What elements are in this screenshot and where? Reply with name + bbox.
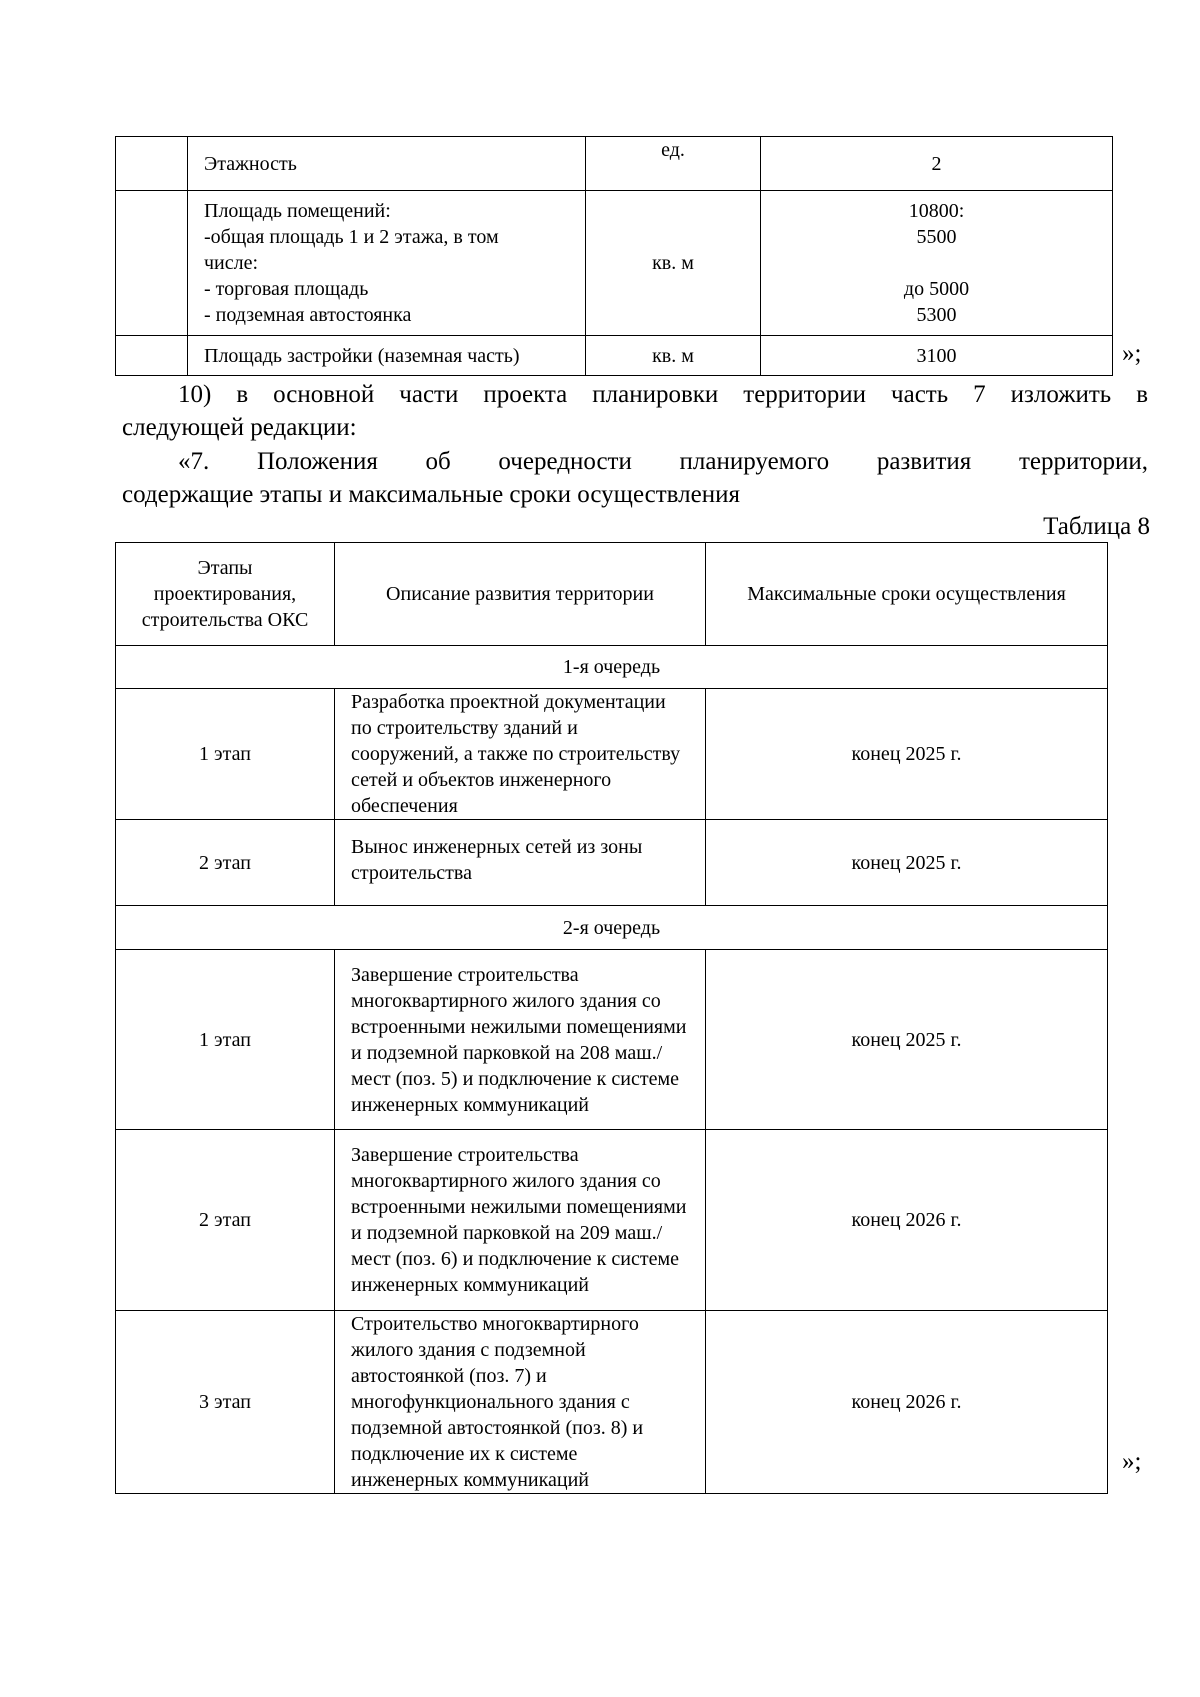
table-row (116, 1311, 1108, 1494)
cell-unit: кв. м (586, 336, 761, 376)
cell-description: Завершение строительства многоквартирного жилого здания со встроенными нежилыми помещениями и подземной парковкой на 209 маш./мест (поз. 6) и подключение к системе инженерных коммуникаций (335, 1130, 706, 1311)
paragraph-10-line1: 10) в основной части проекта планировки территории часть 7 изложить в (178, 381, 1148, 408)
closing-quote: »; (1122, 340, 1142, 367)
text-line: 10800: (908, 200, 965, 222)
cell-description: Разработка проектной документации по строительству зданий и сооружений, а также по строительству сетей и объектов инженерного обеспечения (335, 689, 706, 820)
group-title: 2-я очередь (116, 906, 1108, 950)
cell-value (761, 191, 1113, 336)
cell-name (188, 191, 586, 336)
cell-name: Этажность (188, 137, 586, 191)
text-line: числе: (204, 252, 259, 274)
text-line: до 5000 (903, 278, 970, 300)
table-row (116, 820, 1108, 906)
cell-term: конец 2026 г. (706, 1130, 1108, 1311)
cell-name: Площадь застройки (наземная часть) (188, 336, 586, 376)
cell-value: 3100 (761, 336, 1113, 376)
text-line: 5300 (916, 304, 957, 326)
cell-stage: 2 этап (116, 820, 335, 906)
closing-quote: »; (1122, 1448, 1142, 1475)
table-7-tail (115, 136, 1113, 376)
table-row (116, 336, 1113, 376)
table-row (116, 689, 1108, 820)
table-row (116, 950, 1108, 1130)
cell-description: Завершение строительства многоквартирного жилого здания со встроенными нежилыми помещениями и подземной парковкой на 208 маш./мест (поз. 5) и подключение к системе инженерных коммуникаций (335, 950, 706, 1130)
cell-term: конец 2025 г. (706, 689, 1108, 820)
text-line: 5500 (916, 226, 957, 248)
section-7-line1: «7. Положения об очередности планируемого развития территории, (178, 448, 1148, 475)
table-8 (115, 542, 1108, 1494)
cell-unit: ед. (586, 137, 761, 191)
text-line: - подземная автостоянка (204, 304, 412, 326)
header-stages: Этапы проектирования, строительства ОКС (116, 543, 335, 646)
paragraph-10-line2: следующей редакции: (122, 414, 357, 441)
group-title: 1-я очередь (116, 646, 1108, 689)
cell-stage: 2 этап (116, 1130, 335, 1311)
cell-description: Строительство многоквартирного жилого здания с подземной автостоянкой (поз. 7) и многофункционального здания с подземной автостоянкой (поз. 8) и подключение их к системе инженерных коммуникаций (335, 1311, 706, 1494)
cell-term: конец 2026 г. (706, 1311, 1108, 1494)
cell-term: конец 2025 г. (706, 820, 1108, 906)
cell-term: конец 2025 г. (706, 950, 1108, 1130)
section-7-line2: содержащие этапы и максимальные сроки осуществления (122, 481, 740, 508)
cell-stage: 1 этап (116, 689, 335, 820)
text-line: -общая площадь 1 и 2 этажа, в том (204, 226, 499, 248)
text-line: - торговая площадь (204, 278, 369, 300)
group-row (116, 906, 1108, 950)
cell-description: Вынос инженерных сетей из зоны строительства (335, 820, 706, 906)
table-row (116, 137, 1113, 191)
group-row (116, 646, 1108, 689)
table-header-row (116, 543, 1108, 646)
table-row (116, 191, 1113, 336)
table-row (116, 1130, 1108, 1311)
header-terms: Максимальные сроки осуществления (706, 543, 1108, 646)
header-description: Описание развития территории (335, 543, 706, 646)
table-caption: Таблица 8 (1043, 513, 1150, 540)
cell-unit: кв. м (586, 191, 761, 336)
cell-stage: 1 этап (116, 950, 335, 1130)
cell-stage: 3 этап (116, 1311, 335, 1494)
cell-value: 2 (761, 137, 1113, 191)
text-line: Площадь помещений: (204, 200, 391, 222)
